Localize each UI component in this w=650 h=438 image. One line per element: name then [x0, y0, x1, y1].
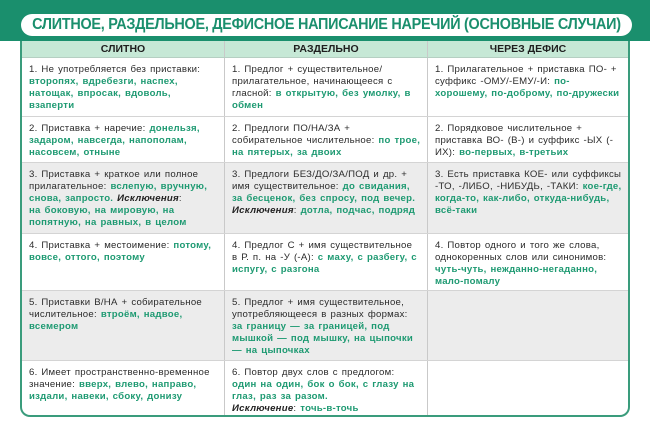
examples-text: втроём, надвое, всемером	[29, 309, 183, 333]
table-cell	[22, 291, 225, 360]
examples-text: вслепую, вручную, снова, запросто.	[29, 181, 208, 205]
rule-text: 5. Предлог + имя существительное, употребляющееся в разных формах:	[232, 297, 408, 321]
examples-text: кое-где, когда-то, как-либо, откуда-нибудь, всё-таки	[435, 181, 622, 217]
table-header	[22, 41, 628, 58]
rule-text: 2. Предлоги ПО/НА/ЗА + собирательное числительное:	[232, 123, 379, 147]
examples-text: в открытую, без умолку, в обмен	[232, 88, 411, 112]
examples-text: до свидания, за бесценок, без спросу, под вечер.	[232, 181, 416, 205]
title-band	[0, 0, 650, 41]
table-row	[22, 291, 628, 361]
table-cell	[225, 291, 428, 360]
exception-label: Исключения	[117, 193, 179, 205]
table-cell	[22, 361, 225, 417]
rule-text: 6. Имеет пространственно-временное значение:	[29, 367, 210, 391]
rule-text: 3. Приставка + краткое или полное прилагательное:	[29, 169, 199, 193]
rule-text: 4. Приставка + местоимение:	[29, 240, 174, 251]
examples-text: по трое, на пятерых, за двоих	[232, 135, 421, 159]
examples-text: вверх, влево, направо, издали, навеки, сбоку, донизу	[29, 379, 197, 403]
exceptions-text: точь-в-точь	[300, 403, 359, 415]
examples-text: потому, вовсе, оттого, поэтому	[29, 240, 212, 264]
exceptions-text: дотла, подчас, подряд	[300, 205, 416, 217]
rule-text: 5. Приставки В/НА + собирательное числительное:	[29, 297, 202, 321]
table-cell	[225, 234, 428, 290]
examples-text: по-хорошему, по-доброму, по-дружески	[435, 76, 620, 100]
examples-text: во-первых, в-третьих	[459, 147, 569, 159]
examples-text: один на один, бок о бок, с глазу на глаз, раз за разом.	[232, 379, 415, 403]
title-pill	[21, 14, 632, 36]
rule-text: 4. Предлог С + имя существительное в Р. п. на -У (-А):	[232, 240, 413, 264]
examples-text: за границу — за границей, под мышкой — под мышку, на цыпочки — на цыпочках	[232, 321, 414, 357]
table-row	[22, 58, 628, 117]
table-cell: 6. Повтор двух слов с предлогом: один на один, бок о бок, с глазу на глаз, раз за разом. Исключение: точь-в-точь	[225, 361, 428, 417]
page-title: СЛИТНОЕ, РАЗДЕЛЬНОЕ, ДЕФИСНОЕ НАПИСАНИЕ НАРЕЧИЙ (ОСНОВНЫЕ СЛУЧАИ)	[32, 16, 621, 33]
table-cell	[428, 163, 628, 233]
rules-table	[20, 41, 630, 417]
table-row	[22, 163, 628, 234]
table-cell	[22, 58, 225, 116]
table-row	[22, 361, 628, 417]
table-cell	[428, 117, 628, 162]
exceptions-text: на боковую, на мировую, на попятную, на равных, в целом	[29, 205, 187, 229]
rule-text: 3. Есть приставка КОЕ- или суффиксы -ТО, -ЛИБО, -НИБУДЬ, -ТАКИ:	[435, 169, 622, 193]
rule-text: 6. Повтор двух слов с предлогом:	[232, 367, 395, 378]
table-row	[22, 234, 628, 291]
table-cell: 3. Предлоги БЕЗ/ДО/ЗА/ПОД и др. + имя существительное: до свидания, за бесценок, без спросу, под вечер. Исключения: дотла, подчас, подряд	[225, 163, 428, 233]
column-header-defis: ЧЕРЕЗ ДЕФИС	[489, 43, 567, 55]
table-cell	[22, 234, 225, 290]
table-cell: 3. Приставка + краткое или полное прилагательное: вслепую, вручную, снова, запросто. Исключения: на боковую, на мировую, на попятную, на равных, в целом	[22, 163, 225, 233]
exception-label: Исключения	[232, 205, 294, 217]
examples-text: донельзя, задаром, навсегда, напополам, насовсем, отныне	[29, 123, 200, 159]
table-cell	[225, 58, 428, 116]
rule-text: 4. Повтор одного и того же слова, однокоренных слов или синонимов:	[435, 240, 607, 264]
rule-text: 2. Порядковое числительное + приставка ВО- (В-) и суффикс -ЫХ (-ИХ):	[435, 123, 614, 159]
rule-text: 3. Предлоги БЕЗ/ДО/ЗА/ПОД и др. + имя существительное:	[232, 169, 408, 193]
examples-text: второпях, вдребезги, наспех, натощак, впросак, вдоволь, взаперти	[29, 76, 178, 112]
table-cell-empty	[428, 291, 628, 360]
rule-text: 1. Прилагательное + приставка ПО- + суффикс -ОМУ/-ЕМУ/-И:	[435, 64, 617, 88]
table-cell	[22, 117, 225, 162]
rule-text: 1. Не употребляется без приставки:	[29, 64, 201, 75]
exception-label: Исключение	[232, 403, 294, 415]
table-cell	[428, 234, 628, 290]
table-row	[22, 117, 628, 163]
rule-text: 1. Предлог + существительное/ прилагательное, начинающееся с гласной:	[232, 64, 393, 100]
column-header-razdelno: РАЗДЕЛЬНО	[225, 41, 428, 57]
rule-text: 2. Приставка + наречие:	[29, 123, 150, 134]
table-cell	[225, 117, 428, 162]
table-cell	[428, 58, 628, 116]
table-cell-empty	[428, 361, 628, 417]
examples-text: чуть-чуть, нежданно-негаданно, мало-помалу	[435, 264, 598, 288]
column-header-slitno: СЛИТНО	[22, 41, 225, 57]
examples-text: с маху, с разбегу, с испугу, с разгона	[232, 252, 417, 276]
